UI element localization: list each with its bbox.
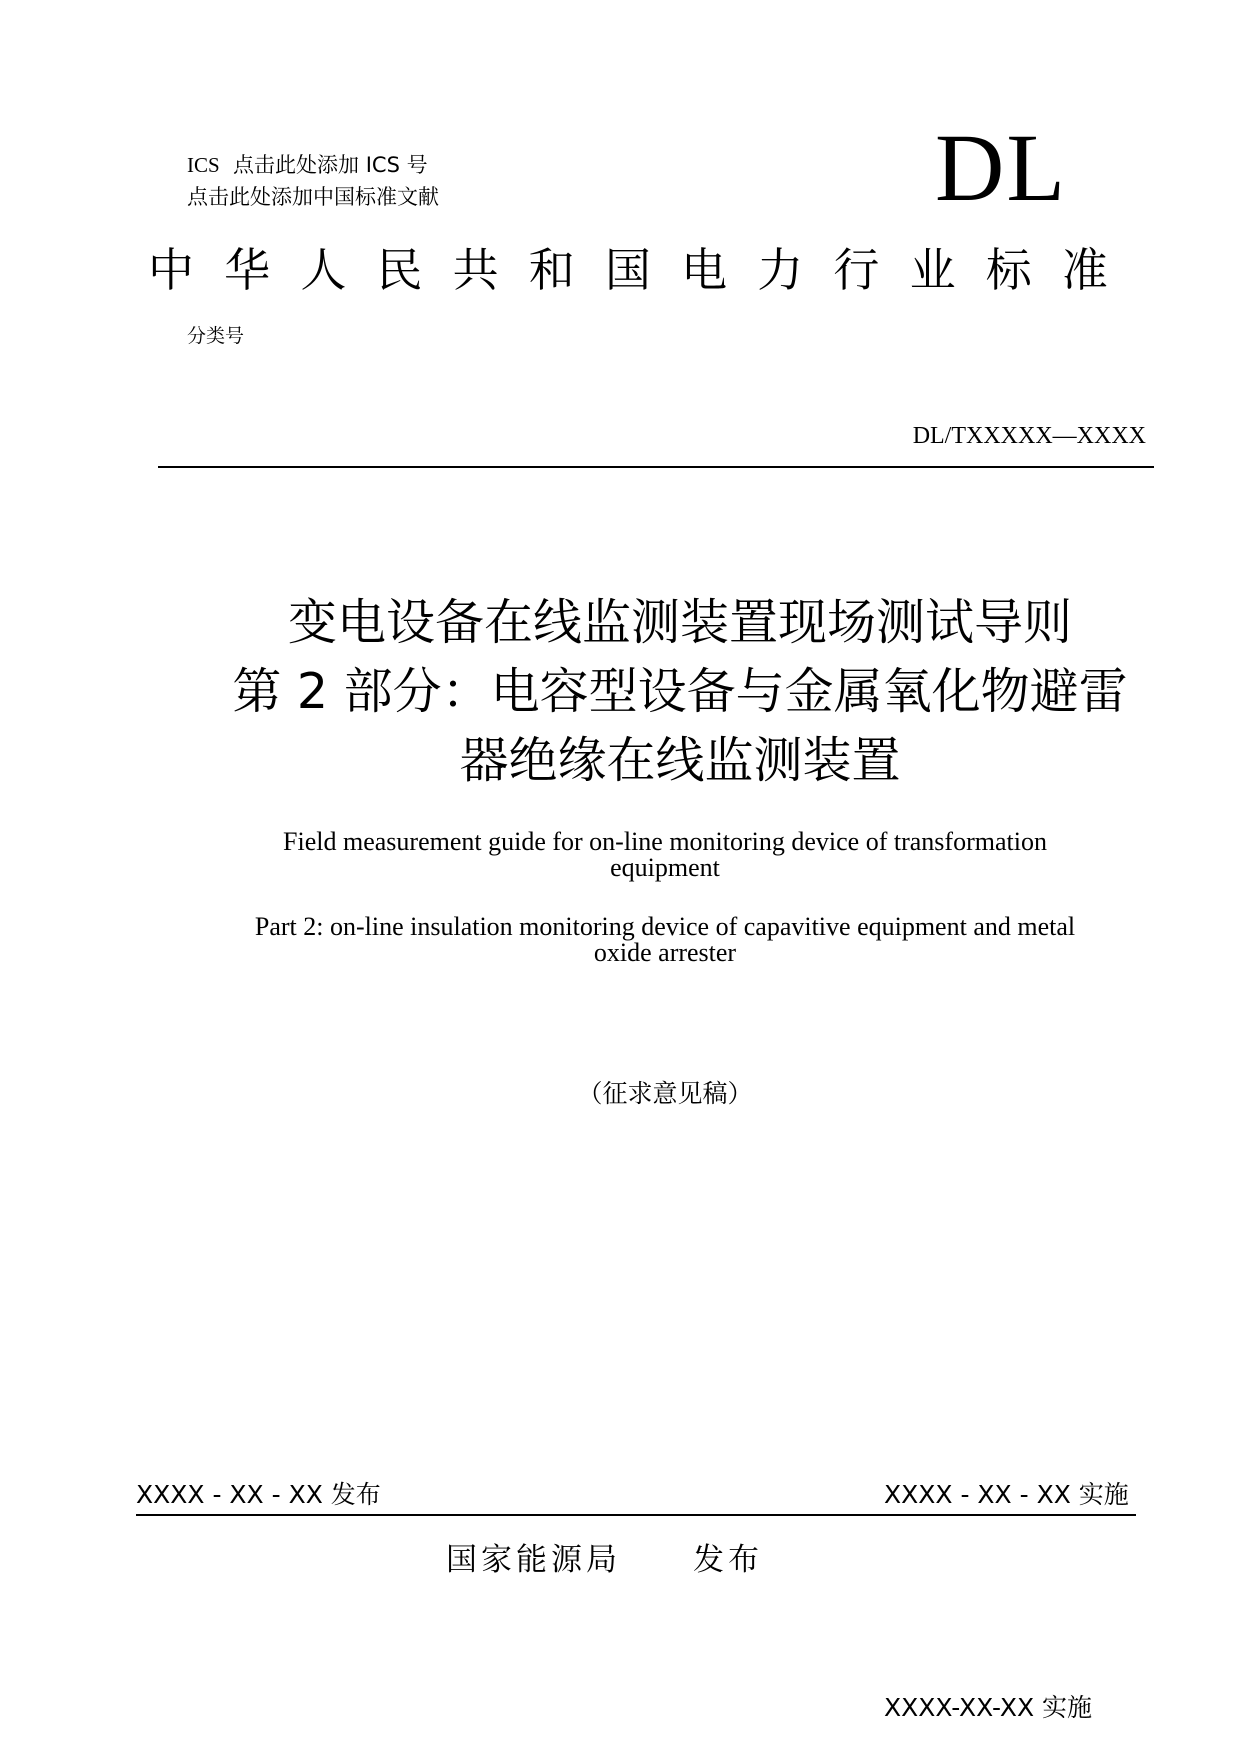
issuer-action: 发布 [693, 1542, 763, 1578]
standard-title-char: 民 [376, 243, 423, 297]
standard-title-char: 准 [1061, 243, 1108, 297]
english-title-line: Part 2: on-line insulation monitoring device of capavitive equipment and metal [254, 912, 1076, 941]
issue-date: XXXX - XX - XX 发布 [136, 1480, 381, 1509]
standard-title-char: 国 [604, 243, 651, 297]
english-title-line: equipment [610, 853, 720, 882]
english-title [180, 829, 1150, 999]
footer-divider [136, 1514, 1136, 1516]
ccs-placeholder: 点击此处添加中国标准文献 [187, 185, 439, 209]
standard-code: DL/TXXXXX—XXXX [912, 423, 1146, 449]
draft-label: （征求意见稿） [577, 1079, 753, 1108]
implementation-date-secondary: XXXX-XX-XX 实施 [884, 1693, 1093, 1722]
standard-title-char: 电 [681, 243, 728, 297]
english-title-line: oxide arrester [593, 938, 737, 967]
standard-title-char: 和 [528, 243, 575, 297]
dl-logo: DL [935, 114, 1067, 221]
standard-title-char: 人 [300, 243, 347, 297]
standard-title-char: 共 [452, 243, 499, 297]
ics-placeholder: 点击此处添加 ICS 号 [233, 153, 428, 177]
implementation-date: XXXX - XX - XX 实施 [884, 1480, 1129, 1509]
chinese-title-line: 变电设备在线监测装置现场测试导则 [287, 594, 1072, 651]
ics-prefix: ICS [187, 153, 220, 177]
chinese-title [180, 588, 1180, 795]
chinese-title-line: 器绝缘在线监测装置 [459, 732, 901, 789]
standard-title-char: 力 [757, 243, 804, 297]
english-title-part2 [180, 914, 1150, 966]
english-title-part1 [180, 829, 1150, 881]
chinese-title-line: 第 2 部分：电容型设备与金属氧化物避雷 [232, 663, 1128, 720]
standard-title-char: 中 [148, 243, 194, 297]
ics-number [187, 152, 428, 178]
standard-title-char: 业 [909, 243, 956, 297]
issuer [446, 1541, 763, 1579]
standard-title-char: 行 [833, 243, 880, 297]
english-title-line: Field measurement guide for on-line monitoring device of transformation [283, 827, 1047, 856]
issuer-name: 国家能源局 [446, 1542, 621, 1578]
standard-title-char: 华 [224, 243, 271, 297]
classification-label: 分类号 [187, 325, 245, 347]
header-divider [158, 466, 1154, 468]
standard-title-char: 标 [985, 243, 1032, 297]
standard-title [148, 242, 1108, 298]
